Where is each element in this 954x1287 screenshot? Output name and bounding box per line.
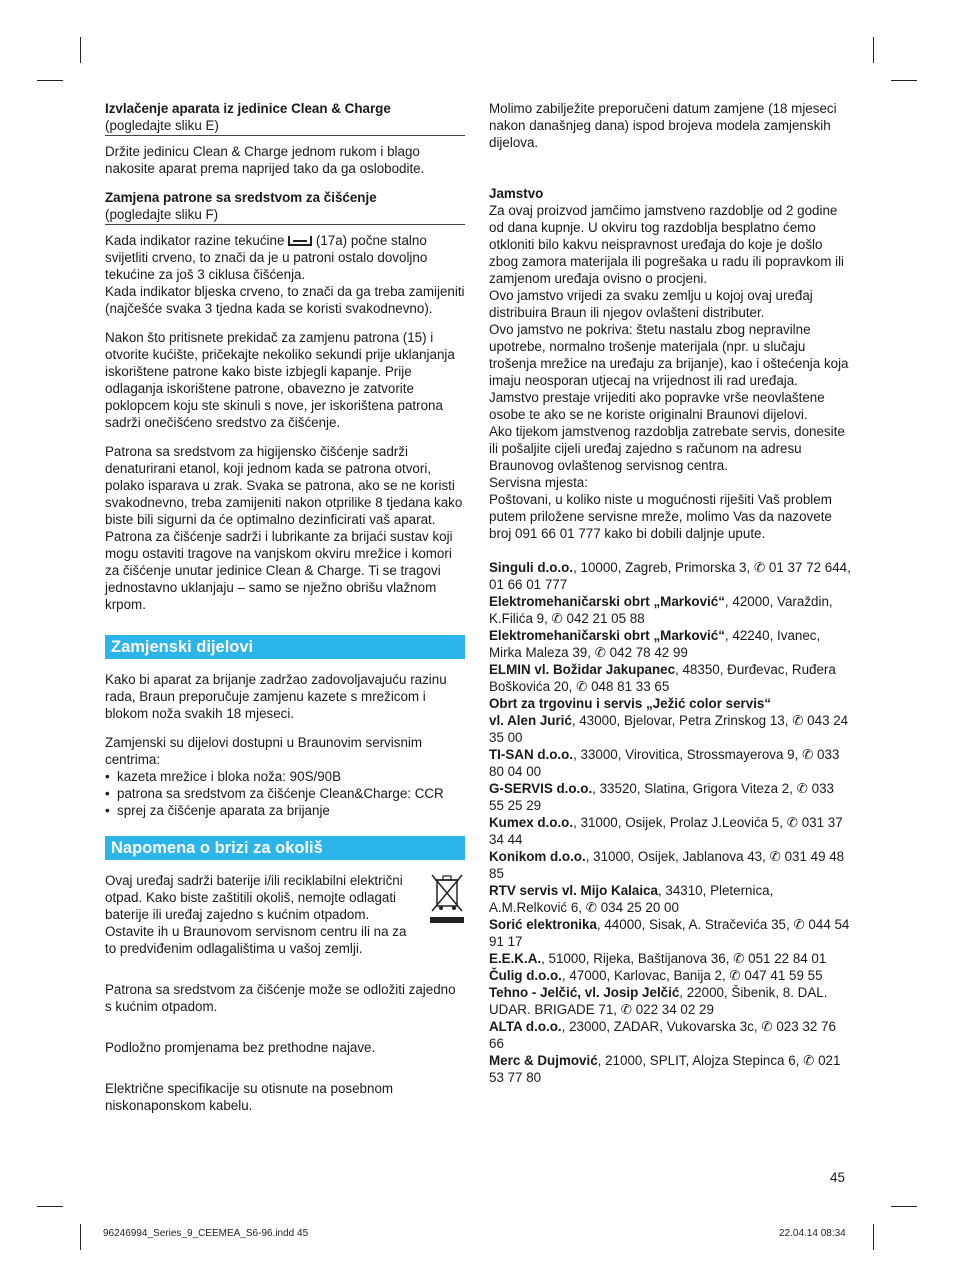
service-entry: ALTA d.o.o., 23000, ZADAR, Vukovarska 3c, ✆ 023 32 76 66 [489, 1019, 836, 1051]
crop-mark [80, 37, 81, 63]
service-entry: Kumex d.o.o., 31000, Osijek, Prolaz J.Leovića 5, ✆ 031 37 34 44 [489, 815, 843, 847]
phone-icon: ✆ [585, 900, 597, 915]
service-list [489, 559, 851, 1086]
list-item: • kazeta mrežice i bloka noža: 90S/90B [105, 768, 465, 785]
paragraph: Podložno promjenama bez prethodne najave. [105, 1040, 376, 1055]
right-column [489, 100, 851, 1086]
paragraph: Za ovaj proizvod jamčimo jamstveno razdoblje od 2 godine od dana kupnje. U okviru tog razdoblja besplatno ćemo otkloniti bilo kakvu neispravnost uređaja do koje je došlo zbog zamora materijala ili pogrešaka u radu ili popravkom ili zamjenom uređaja ovisno o procjeni. [489, 203, 845, 286]
service-entry: Singuli d.o.o., 10000, Zagreb, Primorska 3, ✆ 01 37 72 644, 01 66 01 777 [489, 560, 851, 592]
subheading-cartridge [105, 189, 465, 225]
crop-mark [873, 1224, 874, 1250]
crop-mark [37, 1206, 63, 1207]
service-entry: Elektromehaničarski obrt „Marković“, 42240, Ivanec, Mirka Maleza 39, ✆ 042 78 42 99 [489, 628, 821, 660]
page-number: 45 [830, 1170, 845, 1185]
subheading-note: (pogledajte sliku E) [105, 118, 219, 133]
paragraph: Ovaj uređaj sadrži baterije i/ili reciklabilni električni otpad. Kako biste zaštitili okoliš, nemojte odlagati baterije ili uređaj zajedno s kućnim otpadom. Ostavite ih u Braunovom servisnom centru ili na za to predviđenim odlagalištima u vašoj zemlji. [105, 873, 407, 956]
subheading-title: Izvlačenje aparata iz jedinice Clean & Charge [105, 101, 391, 116]
crop-mark [80, 1224, 81, 1250]
service-entry: G-SERVIS d.o.o., 33520, Slatina, Grigora Viteza 2, ✆ 033 55 25 29 [489, 781, 834, 813]
paragraph: Kako bi aparat za brijanje zadržao zadovoljavajuću razinu rada, Braun preporučuje zamjenu kazete s mrežicom i blokom noža svakih 18 mjeseci. [105, 672, 447, 721]
spare-parts-list [105, 768, 465, 819]
service-entry: Sorić elektronika, 44000, Sisak, A. Stračevića 35, ✆ 044 54 91 17 [489, 917, 850, 949]
paragraph: Električne specifikacije su otisnute na posebnom niskonaponskom kabelu. [105, 1081, 394, 1113]
paragraph: Ovo jamstvo vrijedi za svaku zemlju u kojoj ovaj uređaj distribuira Braun ili njegov ovlašteni distributer. [489, 288, 813, 320]
phone-icon: ✆ [620, 1002, 632, 1017]
crop-mark [873, 37, 874, 63]
phone-icon: ✆ [786, 815, 798, 830]
phone-icon: ✆ [733, 951, 745, 966]
phone-icon: ✆ [594, 645, 606, 660]
paragraph: Poštovani, u koliko niste u mogućnosti riješiti Vaš problem putem priložene servisne mreže, molimo Vas da nazovete broj 091 66 01 777 kako bi dobili daljnje upute. [489, 492, 832, 541]
list-item: • patrona sa sredstvom za čišćenje Clean&Charge: CCR [105, 785, 465, 802]
phone-icon: ✆ [792, 713, 804, 728]
paragraph: Patrona sa sredstvom za čišćenje može se odložiti zajedno s kućnim otpadom. [105, 982, 456, 1014]
paragraph: Servisna mjesta: [489, 475, 588, 490]
subheading-title: Zamjena patrone sa sredstvom za čišćenje [105, 190, 377, 205]
service-entry: Tehno - Jelčić, vl. Josip Jelčić, 22000, Šibenik, 8. DAL. UDAR. BRIGADE 71, ✆ 022 34 02 29 [489, 985, 828, 1017]
service-entry: E.E.K.A., 51000, Rijeka, Baštijanova 36, ✆ 051 22 84 01 [489, 951, 827, 966]
phone-icon: ✆ [753, 560, 766, 575]
service-entry: ELMIN vl. Božidar Jakupanec, 48350, Đurđevac, Ruđera Boškovića 20, ✆ 048 81 33 65 [489, 662, 836, 694]
crop-mark [891, 1206, 917, 1207]
footer-date: 22.04.14 08:34 [779, 1228, 846, 1239]
paragraph: Nakon što pritisnete prekidač za zamjenu patrona (15) i otvorite kućište, pričekajte nekoliko sekundi prije uklanjanja iskorištene patrone kako biste izbjegli kapanje. Prije odlaganja iskorištene patrone, obavezno je zatvorite poklopcem koju ste skinuli s nove, jer iskorištena patrona sadrži onečišćeno sredstvo za čišćenje. [105, 330, 455, 430]
phone-icon: ✆ [551, 611, 563, 626]
paragraph: Zamjenski su dijelovi dostupni u Braunovim servisnim centrima: [105, 735, 423, 767]
phone-icon: ✆ [761, 1019, 773, 1034]
crop-mark [37, 80, 63, 81]
paragraph: Molimo zabilježite preporučeni datum zamjene (18 mjeseci nakon današnjeg dana) ispod brojeva modela zamjenskih dijelova. [489, 101, 837, 150]
warranty-title: Jamstvo [489, 186, 544, 201]
subheading-removal [105, 100, 465, 136]
service-entry: TI-SAN d.o.o., 33000, Virovitica, Strossmayerova 9, ✆ 033 80 04 00 [489, 747, 840, 779]
section-heading-spare-parts: Zamjenski dijelovi [105, 635, 465, 659]
footer-file: 96246994_Series_9_CEEMEA_S6-96.indd 45 [103, 1228, 309, 1239]
phone-icon: ✆ [769, 849, 781, 864]
service-entry: Elektromehaničarski obrt „Marković“, 42000, Varaždin, K.Filića 9, ✆ 042 21 05 88 [489, 594, 833, 626]
phone-icon: ✆ [793, 917, 805, 932]
paragraph: Kada indikator razine tekućine (17a) počne stalno svijetliti crveno, to znači da je u patroni ostalo dovoljno tekućine za još 3 ciklusa čišćenja. [105, 233, 428, 282]
phone-icon: ✆ [796, 781, 808, 796]
paragraph: Kada indikator bljeska crveno, to znači da ga treba zamijeniti (najčešće svaka 3 tjedna kada se koristi svakodnevno). [105, 284, 465, 316]
service-entry: Čulig d.o.o., 47000, Karlovac, Banija 2, ✆ 047 41 59 55 [489, 968, 823, 983]
paragraph: Ako tijekom jamstvenog razdoblja zatrebate servis, donesite ili pošaljite cijeli uređaj zajedno s računom na adresu Braunovog ovlaštenog servisnog centra. [489, 424, 845, 473]
paragraph: Ovo jamstvo ne pokriva: štetu nastalu zbog nepravilne upotrebe, normalno trošenje materijala (npr. u slučaju trošenja mrežice na uređaju za brijanje), kao i oštećenja koja imaju neosporan utjecaj na vrijednost ili rad uređaja. Jamstvo prestaje vrijediti ako popravke vrše neovlaštene osobe te ako se ne koriste originalni Braunovi dijelovi. [489, 322, 849, 422]
crossed-bin-icon [429, 872, 465, 924]
service-entry: RTV servis vl. Mijo Kalaica, 34310, Pleternica, A.M.Relković 6, ✆ 034 25 20 00 [489, 883, 774, 915]
phone-icon: ✆ [576, 679, 588, 694]
subheading-note: (pogledajte sliku F) [105, 207, 219, 222]
phone-icon: ✆ [803, 1053, 815, 1068]
service-entry: Obrt za trgovinu i servis „Ježić color servis“ vl. Alen Jurić, 43000, Bjelovar, Petra Zrinskog 13, ✆ 043 24 35 00 [489, 696, 849, 745]
service-entry: Merc & Dujmović, 21000, SPLIT, Alojza Stepinca 6, ✆ 021 53 77 80 [489, 1053, 841, 1085]
section-heading-environment: Napomena o brizi za okoliš [105, 836, 465, 860]
phone-icon: ✆ [802, 747, 814, 762]
paragraph: Držite jedinicu Clean & Charge jednom rukom i blago nakosite aparat prema naprijed tako da ga oslobodite. [105, 144, 425, 176]
phone-icon: ✆ [729, 968, 741, 983]
crop-mark [891, 80, 917, 81]
environment-block [105, 872, 465, 957]
service-entry: Konikom d.o.o., 31000, Osijek, Jablanova 43, ✆ 031 49 48 85 [489, 849, 845, 881]
left-column [105, 100, 465, 1114]
fluid-level-icon [288, 236, 312, 246]
list-item: • sprej za čišćenje aparata za brijanje [105, 802, 465, 819]
paragraph: Patrona sa sredstvom za higijensko čišćenje sadrži denaturirani etanol, koji jednom kada se patrona otvori, polako isparava u zrak. Svaka se patrona, ako se ne koristi svakodnevno, treba zamijeniti nakon otprilike 8 tjedana kako biste bili sigurni da će optimalno dezinficirati vaš aparat. Patrona za čišćenje sadrži i lubrikante za brijaći sustav koji mogu ostaviti tragove na vanjskom okviru mrežice i komori za čišćenje unutar jedinice Clean & Charge. Ti se tragovi jednostavno uklanjaju – samo se nježno obrišu vlažnom krpom. [105, 444, 463, 612]
